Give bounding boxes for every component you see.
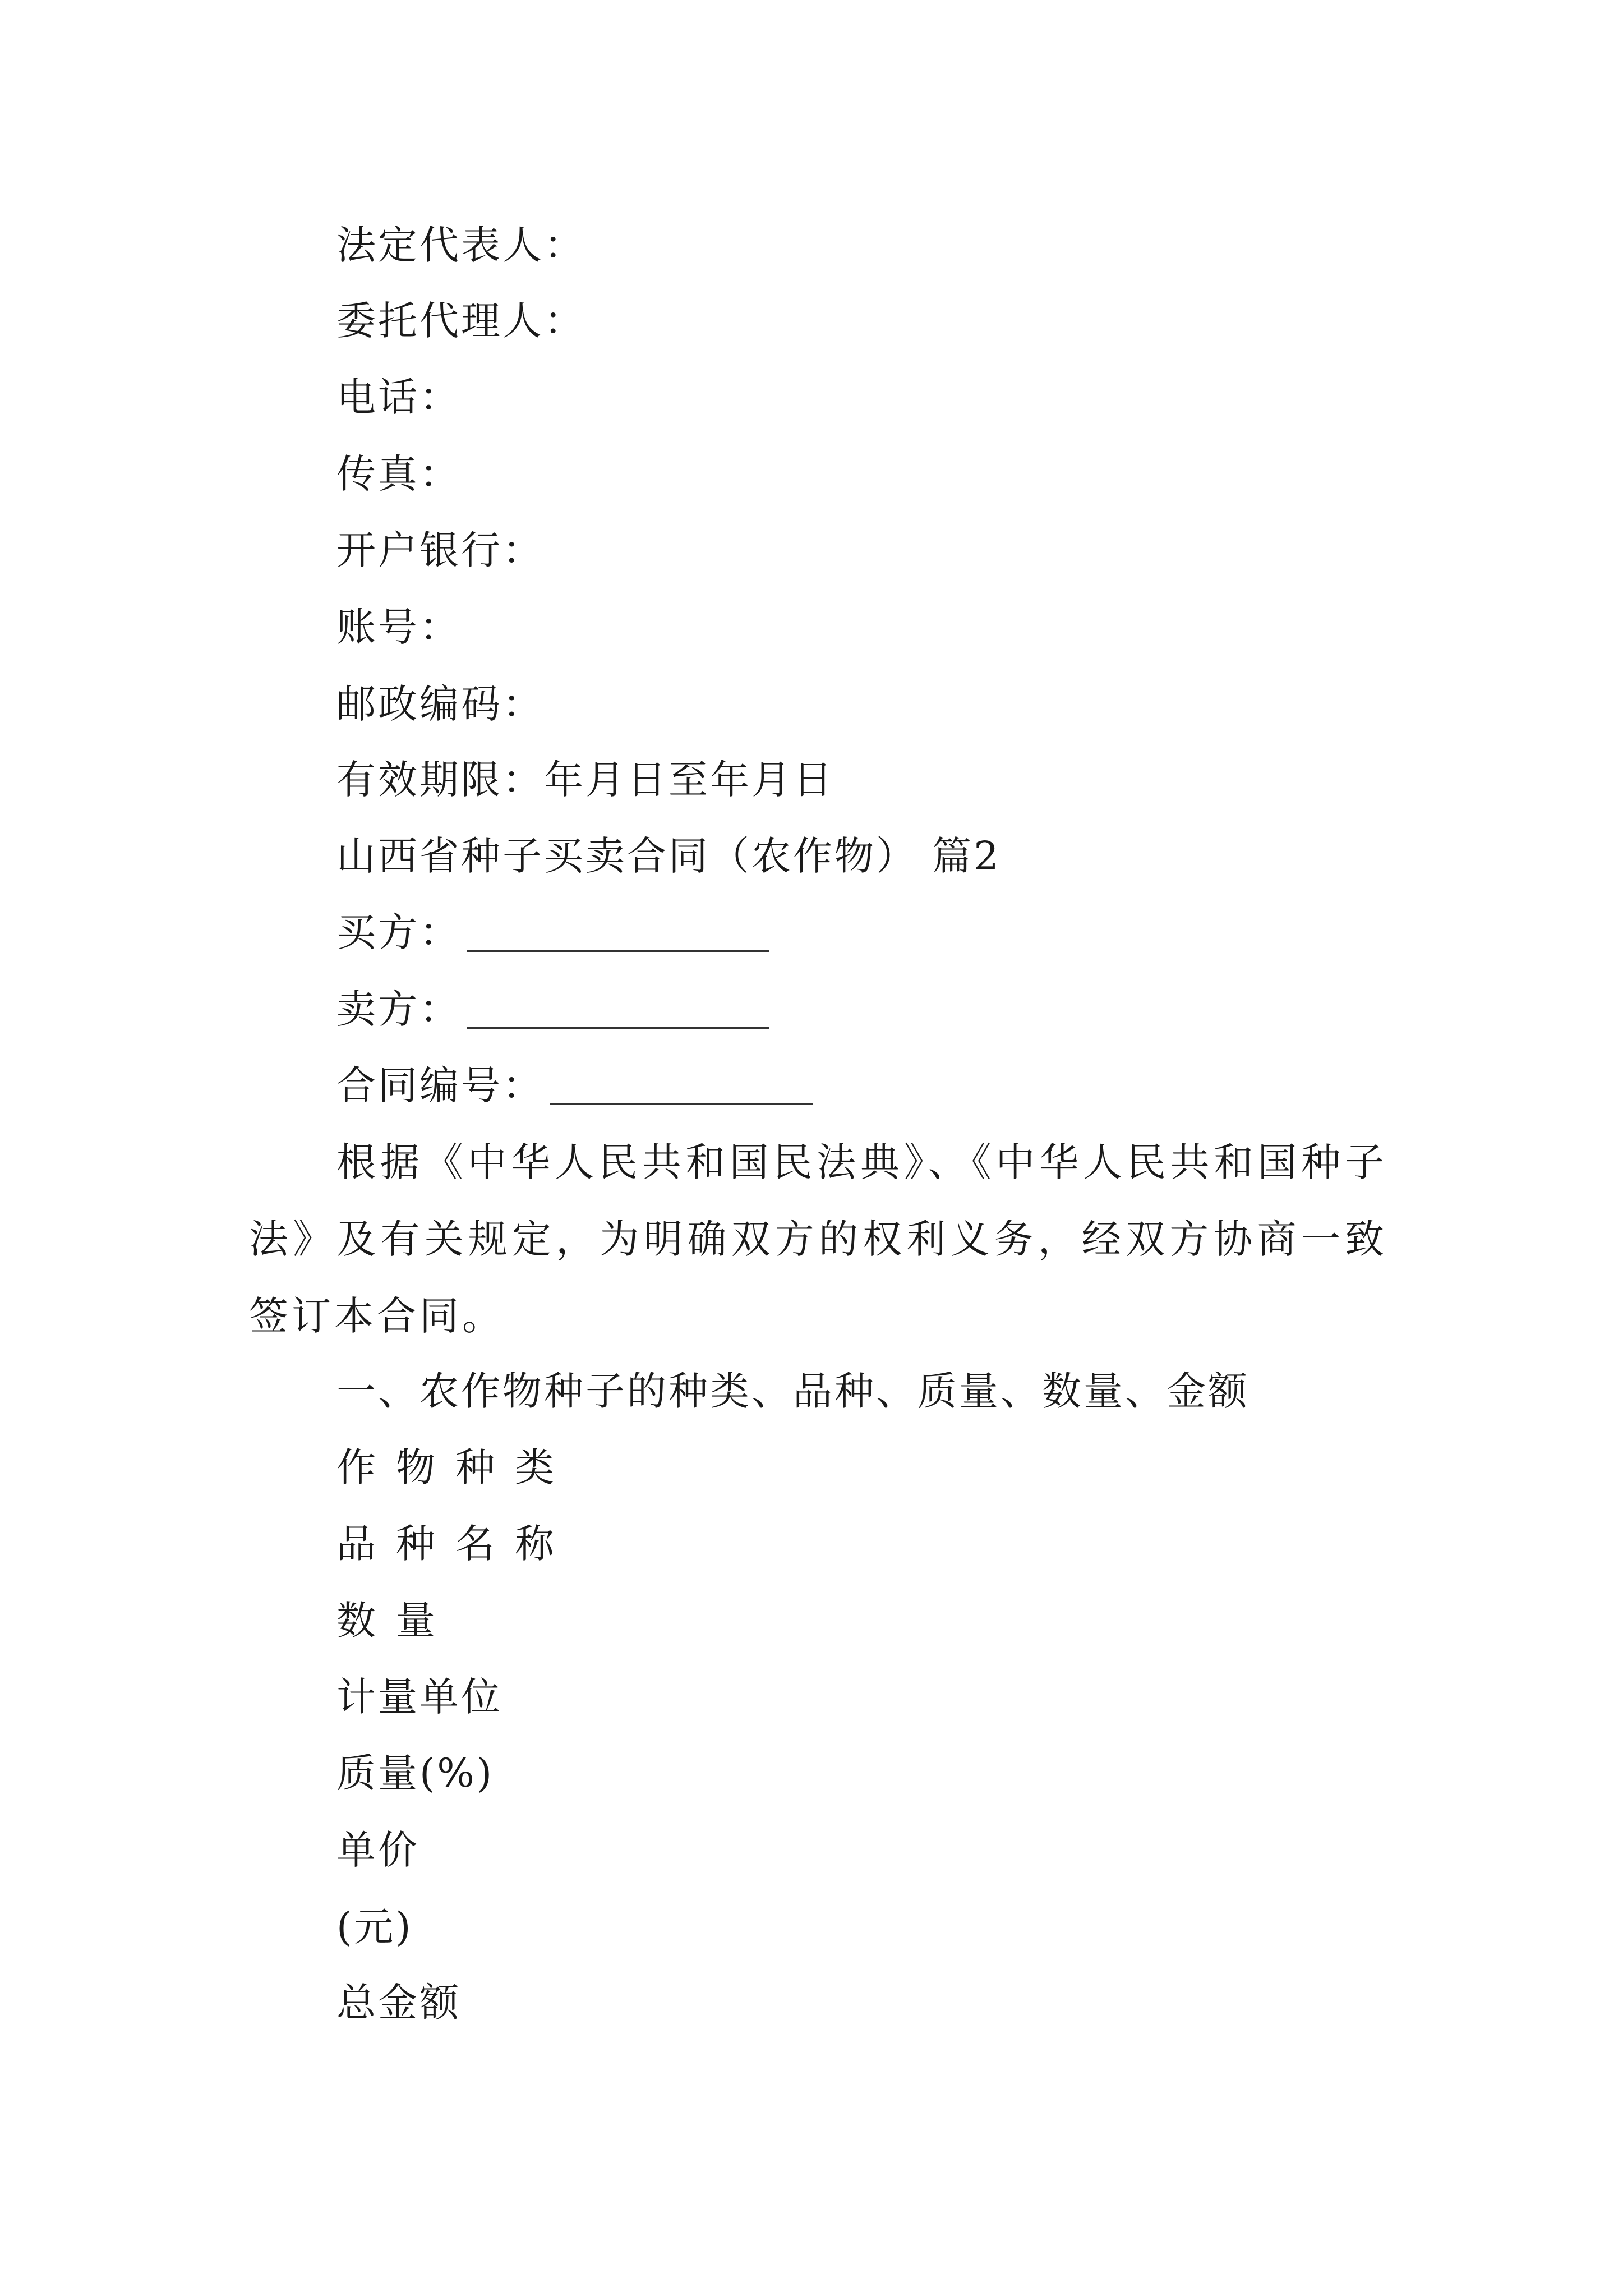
header-yuan: (元) (336, 1904, 413, 1950)
legal-representative-field: 法定代表人： (336, 222, 585, 268)
contract-number-blank (550, 1071, 813, 1105)
bank-field: 开户银行： (336, 527, 544, 573)
fax-field: 传真： (336, 451, 461, 497)
seller-line (336, 986, 769, 1032)
buyer-line (336, 909, 769, 955)
contract-number-label: 合同编号： (336, 1062, 544, 1108)
seller-label: 卖方： (336, 986, 461, 1032)
buyer-label: 买方： (336, 909, 461, 955)
header-total-amount: 总金额 (336, 1980, 461, 2026)
authorized-agent-field: 委托代理人： (336, 298, 585, 344)
header-unit-price: 单价 (336, 1827, 419, 1873)
section-title: 山西省种子买卖合同（农作物） 篇2 (336, 833, 1001, 879)
contract-number-line (336, 1062, 813, 1108)
header-variety-name: 品种名称 (336, 1521, 574, 1567)
header-crop-type: 作物种类 (336, 1444, 574, 1490)
account-field: 账号： (336, 604, 461, 650)
header-quality: 质量(%) (336, 1750, 495, 1796)
header-unit: 计量单位 (336, 1674, 502, 1720)
postal-code-field: 邮政编码： (336, 681, 544, 727)
phone-field: 电话： (336, 374, 461, 420)
clause-1-title: 一、农作物种子的种类、品种、质量、数量、金额 (336, 1368, 1249, 1414)
validity-period-field: 有效期限：年月日至年月日 (336, 757, 834, 803)
header-quantity: 数量 (336, 1598, 455, 1644)
buyer-blank (467, 918, 769, 952)
preamble-paragraph: 根据《中华人民共和国民法典》、《中华人民共和国种子法》及有关规定，为明确双方的权利义务，经双方协商一致签订本合同。 (249, 1139, 1387, 1339)
seller-blank (467, 995, 769, 1029)
